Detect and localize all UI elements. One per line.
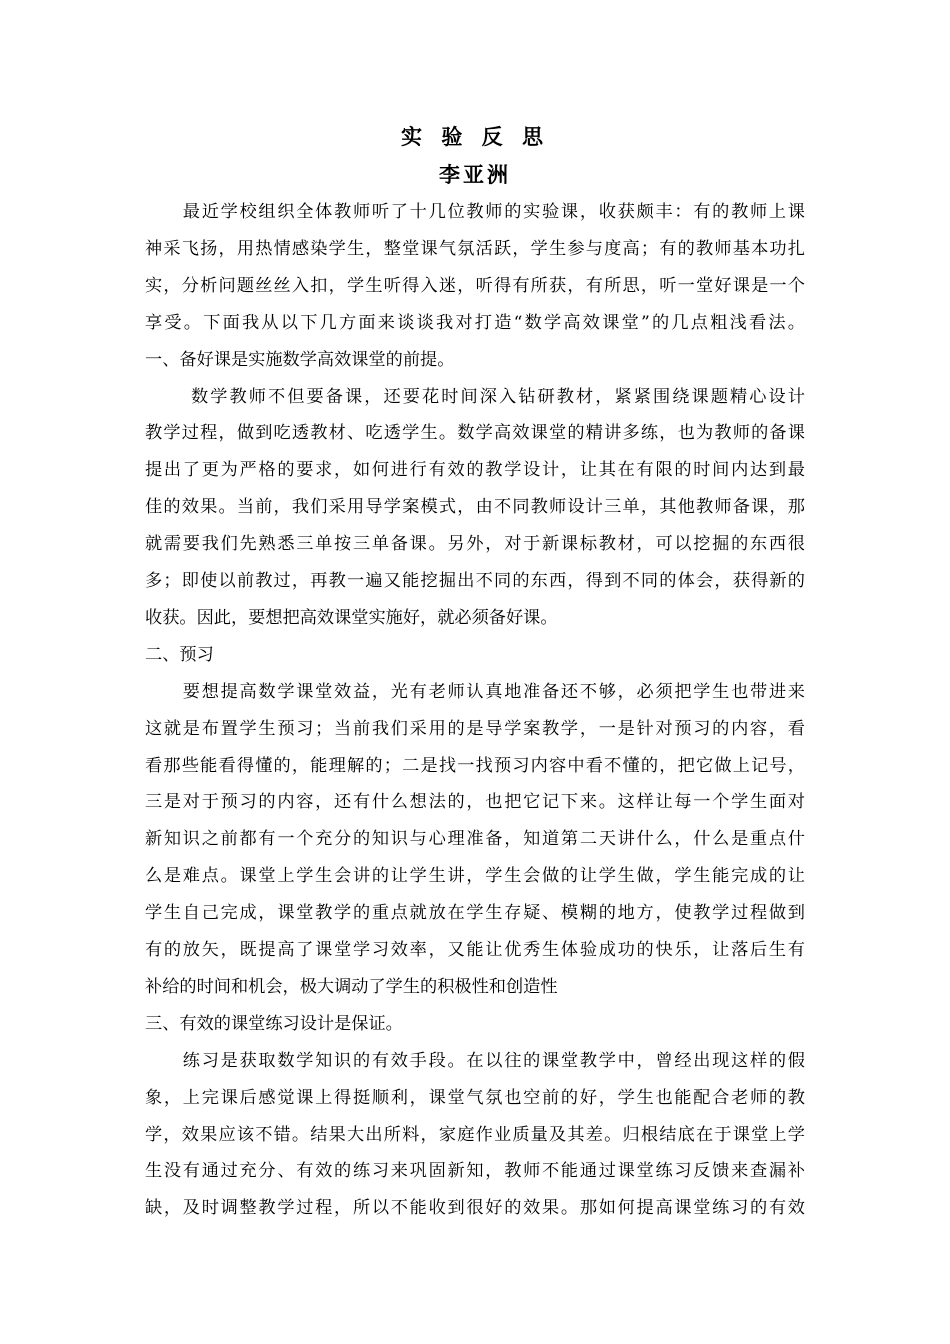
paragraph-line: 就需要我们先熟悉三单按三单备课。另外，对于新课标教材，可以挖掘的东西很: [145, 534, 805, 555]
paragraph-line: 佳的效果。当前，我们采用导学案模式，由不同教师设计三单，其他教师备课，那: [145, 497, 805, 518]
document-title: 实 验 反 思: [401, 124, 549, 149]
paragraph-line: 教学过程，做到吃透教材、吃透学生。数学高效课堂的精讲多练，也为教师的备课: [145, 423, 805, 444]
paragraph-line: 缺，及时调整教学过程，所以不能收到很好的效果。那如何提高课堂练习的有效: [145, 1198, 805, 1219]
paragraph-line: 多；即使以前教过，再教一遍又能挖掘出不同的东西，得到不同的体会，获得新的: [145, 571, 805, 591]
paragraph-line: 学生自己完成，课堂教学的重点就放在学生存疑、模糊的地方，使教学过程做到: [145, 903, 805, 924]
paragraph-line: 这就是布置学生预习；当前我们采用的是导学案教学，一是针对预习的内容，看: [145, 718, 805, 739]
paragraph-line: 收获。因此，要想把高效课堂实施好，就必须备好课。: [145, 607, 558, 628]
paragraph-line: 三是对于预习的内容，还有什么想法的，也把它记下来。这样让每一个学生面对: [145, 792, 805, 813]
paragraph-line: 实，分析问题丝丝入扣，学生听得入迷，听得有所获，有所思，听一堂好课是一个: [145, 275, 805, 296]
paragraph-line: 有的放矢，既提高了课堂学习效率，又能让优秀生体验成功的快乐，让落后生有: [145, 940, 805, 960]
paragraph-line: 提出了更为严格的要求，如何进行有效的教学设计，让其在有限的时间内达到最: [145, 460, 805, 481]
section-heading: 二、预习: [145, 644, 214, 665]
paragraph-line: 最近学校组织全体教师听了十几位教师的实验课，收获颇丰：有的教师上课: [145, 202, 805, 222]
paragraph-line: 数学教师不但要备课，还要花时间深入钻研教材，紧紧围绕课题精心设计: [145, 386, 805, 407]
paragraph-line: 学，效果应该不错。结果大出所料，家庭作业质量及其差。归根结底在于课堂上学: [145, 1124, 805, 1145]
paragraph-line: 新知识之前都有一个充分的知识与心理准备，知道第二天讲什么，什么是重点什: [145, 829, 805, 850]
paragraph-line: 么是难点。课堂上学生会讲的让学生讲，学生会做的让学生做，学生能完成的让: [145, 866, 805, 887]
paragraph-line: 享受。下面我从以下几方面来谈谈我对打造“数学高效课堂”的几点粗浅看法。: [145, 312, 805, 333]
paragraph-line: 神采飞扬，用热情感染学生，整堂课气氛活跃，学生参与度高；有的教师基本功扎: [145, 238, 805, 259]
section-heading: 一、备好课是实施数学高效课堂的前提。: [145, 349, 455, 370]
author-name: 李亚洲: [439, 162, 511, 187]
paragraph-line: 练习是获取数学知识的有效手段。在以往的课堂教学中，曾经出现这样的假: [145, 1050, 805, 1071]
paragraph-line: 补给的时间和机会，极大调动了学生的积极性和创造性: [145, 976, 558, 997]
paragraph-line: 要想提高数学课堂效益，光有老师认真地准备还不够，必须把学生也带进来: [145, 681, 805, 702]
paragraph-line: 看那些能看得懂的，能理解的；二是找一找预习内容中看不懂的，把它做上记号，: [145, 755, 805, 776]
paragraph-line: 生没有通过充分、有效的练习来巩固新知，教师不能通过课堂练习反馈来查漏补: [145, 1161, 805, 1182]
section-heading: 三、有效的课堂练习设计是保证。: [145, 1013, 403, 1034]
paragraph-line: 象，上完课后感觉课上得挺顺利，课堂气氛也空前的好，学生也能配合老师的教: [145, 1087, 805, 1108]
